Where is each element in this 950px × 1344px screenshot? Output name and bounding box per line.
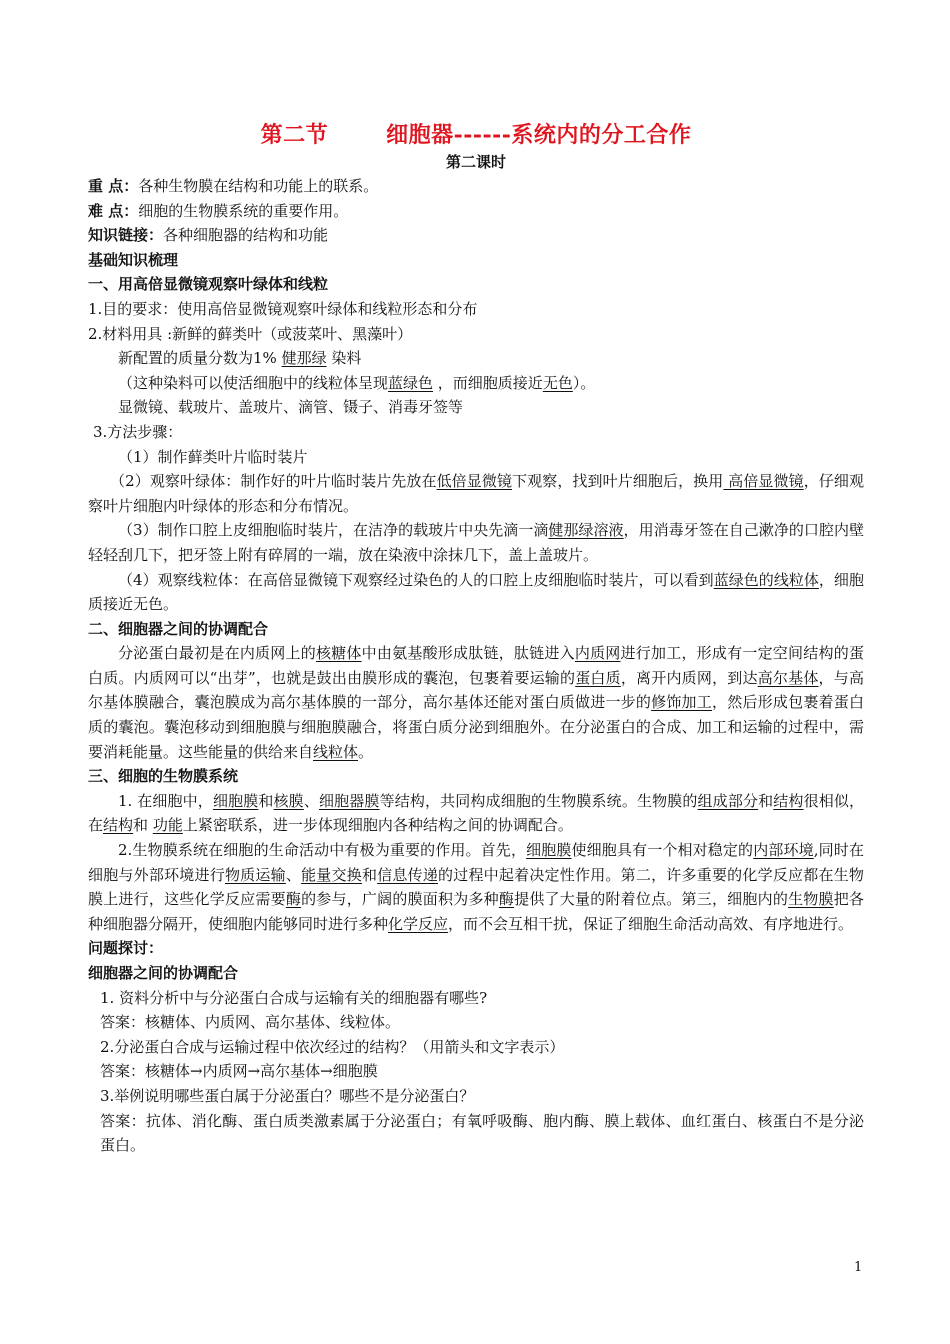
answer-2: 答案：核糖体→内质网→高尔基体→细胞膜 [100, 1062, 378, 1081]
question-1: 1. 资料分析中与分泌蛋白合成与运输有关的细胞器有哪些? [100, 988, 488, 1007]
answer-3: 答案：抗体、消化酶、蛋白质类激素属于分泌蛋白；有氧呼吸酶、胞内酶、膜上载体、血红蛋白、核蛋白不是分泌蛋白。 [100, 1111, 864, 1155]
section-2-paragraph: 分泌蛋白最初是在内质网上的核糖体中由氨基酸形成肽链，肽链进入内质网进行加工，形成有一定空间结构的蛋白质。内质网可以“出芽”，也就是鼓出由膜形成的囊泡，包裹着要运输的蛋白质，离开内质网，到达高尔基体，与高尔基体膜融合，囊泡膜成为高尔基体膜的一部分，高尔基体还能对蛋白质做进一步的修饰加工，然后形成包裹着蛋白质的囊泡。囊泡移动到细胞膜与细胞膜融合，将蛋白质分泌到细胞外。在分泌蛋白的合成、加工和运输的过程中，需要消耗能量。这些能量的供给来自线粒体。 [88, 644, 864, 761]
title-section: 第二节 [260, 122, 329, 148]
page-subtitle: 第二课时 [445, 153, 506, 171]
dye-line: 新配置的质量分数为1% 健那绿 染料 [118, 349, 362, 368]
step-4: （4）观察线粒体：在高倍显微镜下观察经过染色的人的口腔上皮细胞临时装片，可以看到蓝绿色的线粒体，细胞质接近无色。 [88, 570, 864, 614]
qa-heading: 问题探讨： [88, 939, 164, 958]
answer-1: 答案：核糖体、内质网、高尔基体、线粒体。 [100, 1013, 401, 1032]
step-1: （1）制作藓类叶片临时装片 [118, 447, 308, 466]
section-3-paragraph-1: 1. 在细胞中，细胞膜和核膜、细胞器膜等结构，共同构成细胞的生物膜系统。生物膜的组成部分和结构很相似，在结构和 功能上紧密联系，进一步体现细胞内各种结构之间的协调配合。 [88, 791, 864, 835]
page-title [88, 118, 864, 152]
section-2-heading: 二、细胞器之间的协调配合 [88, 619, 269, 638]
title-topic: 细胞器------系统内的分工合作 [386, 122, 692, 148]
step-3: （3）制作口腔上皮细胞临时装片，在洁净的载玻片中央先滴一滴健那绿溶液，用消毒牙签在自己漱净的口腔内壁轻轻刮几下，把牙签上附有碎屑的一端，放在染液中涂抹几下，盖上盖玻片。 [88, 521, 864, 564]
difficult-point: 难 点：细胞的生物膜系统的重要作用。 [88, 201, 349, 220]
goal-line: 1.目的要求：使用高倍显微镜观察叶绿体和线粒形态和分布 [88, 299, 478, 318]
qa-subheading: 细胞器之间的协调配合 [88, 964, 239, 982]
page-number: 1 [854, 1260, 863, 1275]
document-page [88, 118, 864, 1158]
question-2: 2.分泌蛋白合成与运输过程中依次经过的结构？（用箭头和文字表示） [100, 1037, 565, 1056]
section-3-paragraph-2: 2.生物膜系统在细胞的生命活动中有极为重要的作用。首先，细胞膜使细胞具有一个相对稳定的内部环境,同时在细胞与外部环境进行物质运输、能量交换和信息传递的过程中起着决定性作用。第二，许多重要的化学反应都在生物膜上进行，这些化学反应需要酶的参与，广阔的膜面积为多种酶提供了大量的附着位点。第三，细胞内的生物膜把各种细胞器分隔开，使细胞内能够同时进行多种化学反应，而不会互相干扰，保证了细胞生命活动高效、有序地进行。 [88, 841, 864, 933]
key-point: 重 点：各种生物膜在结构和功能上的联系。 [88, 177, 379, 195]
basics-heading: 基础知识梳理 [88, 250, 179, 269]
section-1-heading: 一、用高倍显微镜观察叶绿体和线粒 [88, 275, 329, 294]
tools-line: 显微镜、载玻片、盖玻片、滴管、镊子、消毒牙签等 [118, 398, 464, 417]
materials-line: 2.材料用具 :新鲜的藓类叶（或菠菜叶、黑藻叶） [88, 324, 413, 343]
knowledge-link: 知识链接：各种细胞器的结构和功能 [88, 226, 329, 245]
method-line: 3.方法步骤： [93, 422, 183, 441]
question-3: 3.举例说明哪些蛋白属于分泌蛋白？哪些不是分泌蛋白？ [100, 1086, 475, 1105]
dye-note: （这种染料可以使活细胞中的线粒体呈现蓝绿色 ，而细胞质接近无色）。 [118, 373, 596, 392]
section-3-heading: 三、细胞的生物膜系统 [88, 767, 239, 786]
step-2: （2）观察叶绿体：制作好的叶片临时装片先放在低倍显微镜下观察，找到叶片细胞后，换用 高倍显微镜，仔细观察叶片细胞内叶绿体的形态和分布情况。 [88, 472, 864, 515]
